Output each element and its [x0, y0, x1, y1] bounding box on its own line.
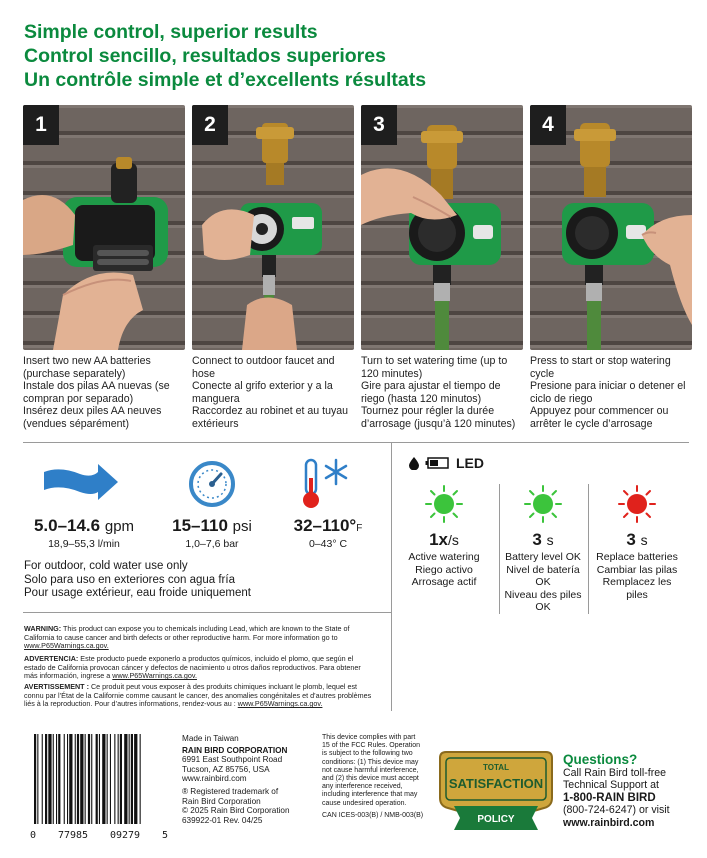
step-2-photo [192, 105, 354, 350]
barcode-bar [110, 734, 111, 824]
step-number: 1 [23, 105, 59, 145]
barcode-bar [99, 734, 100, 824]
barcode-bars [30, 734, 168, 824]
headings [24, 20, 426, 92]
barcode-bar [124, 734, 127, 824]
barcode-bar [102, 734, 105, 824]
outdoor-use-note: For outdoor, cold water use only Solo para uso en exteriores con agua fría Pour usage extérieur, eau froide uniquement [24, 560, 251, 599]
svg-text:TOTAL: TOTAL [483, 763, 509, 772]
step-3-text: Turn to set watering time (up to 120 minutes) Gire para ajustar el tiempo de riego (hasta 120 minutos) Tournez pour régler la durée d’arrosage (jusqu’à 120 minutes) [361, 355, 516, 430]
fcc-notice: This device complies with part 15 of the FCC Rules. Operation is subject to the following two conditions: (1) This device may not cause harmful interference, and (2) this device must accept any interference received, including interference that may cause undesired operation. CAN ICES-003(B) / NMB-003(B) [322, 734, 424, 819]
led-timing: 1x/s [429, 529, 459, 549]
heading-fr: Un contrôle simple et d’excellents résultats [24, 69, 427, 91]
led-timing: 3 s [532, 529, 554, 549]
barcode-bar [129, 734, 130, 824]
barcode-bar [77, 734, 79, 824]
barcode-bar [107, 734, 108, 824]
barcode-bar [48, 734, 51, 824]
red-led-icon [617, 484, 657, 524]
step-3-photo [361, 105, 523, 350]
temperature-snowflake-icon [298, 456, 352, 512]
green-led-icon [424, 484, 464, 524]
section-divider [23, 442, 689, 443]
upc-barcode [30, 734, 168, 841]
barcode-bar [67, 734, 68, 824]
pressure-spec: 15–110 psi 1,0–7,6 bar [172, 516, 252, 550]
barcode-bar [69, 734, 72, 824]
warning-es: ADVERTENCIA: Este producto puede exponerlo a productos químicos, incluido el plomo, que según el estado de California provocan cáncer y defectos de nacimiento u otros daños reproductivos. Para obtener más información, ingrese a www.P65Warnings.ca.gov. [24, 654, 361, 681]
led-timing: 3 s [626, 529, 648, 549]
step-4 [530, 105, 692, 431]
warning-fr: AVERTISSEMENT : Ce produit peut vous exposer à des produits chimiques incluant le plomb, lequel est connu par l’État de la Californie comme causant le cancer, des anomalies congénitales et d’autres problèmes liés à la reproduction. Pour d’autres informations, rendez-vous au : www.P65Warnings.ca.gov. [24, 682, 372, 709]
step-number: 2 [192, 105, 228, 145]
led-battery-ok: 3 s Battery level OK Nivel de batería OK Niveau des piles OK [500, 484, 586, 614]
barcode-bar [58, 734, 60, 824]
column-divider [391, 443, 392, 711]
barcode-bar [96, 734, 98, 824]
barcode-bar [91, 734, 92, 824]
barcode-bar [53, 734, 54, 824]
step-2-text: Connect to outdoor faucet and hose Conecte al grifo exterior y a la manguera Raccordez au robinet et au tuyau extérieurs [192, 355, 349, 430]
barcode-bar [80, 734, 83, 824]
barcode-bar [118, 734, 119, 824]
barcode-bar [42, 734, 43, 824]
barcode-bar [85, 734, 86, 824]
step-1-photo [23, 105, 185, 350]
barcode-bar [56, 734, 57, 824]
tech-support: Questions? Call Rain Bird toll-free Technical Support at 1-800-RAIN BIRD (800-724-6247) or visit www.rainbird.com [563, 752, 670, 829]
barcode-bar [45, 734, 47, 824]
step-number: 4 [530, 105, 566, 145]
led-active-watering: 1x/s Active watering Riego activo Arrosage actif [402, 484, 486, 589]
barcode-bar [88, 734, 90, 824]
barcode-digits: 0 77985 09279 5 [30, 830, 168, 841]
temperature-spec: 32–110°F 0–43° C [293, 516, 363, 550]
barcode-bar [75, 734, 76, 824]
step-3 [361, 105, 523, 431]
satisfaction-policy-badge [436, 748, 556, 834]
step-4-photo [530, 105, 692, 350]
step-4-text: Press to start or stop watering cycle Presione para iniciar o detener el ciclo de riego Appuyez pour commencer ou arrêter le cycle d’arrosage [530, 355, 686, 430]
battery-icon [425, 456, 451, 470]
barcode-bar [131, 734, 133, 824]
led-divider [588, 484, 589, 614]
led-legend-title: LED [408, 455, 484, 471]
water-drop-icon [408, 456, 420, 470]
step-1-text: Insert two new AA batteries (purchase separately) Instale dos pilas AA nuevas (se compran por separado) Insérez deux piles AA neuves (vendues séparément) [23, 355, 170, 430]
barcode-bar [114, 734, 115, 824]
barcode-bar [37, 734, 38, 824]
step-2 [192, 105, 354, 431]
pressure-gauge-icon [188, 460, 236, 508]
company-info: Made in Taiwan RAIN BIRD CORPORATION 6991 East Southpoint Road Tucson, AZ 85756, USA www.rainbird.com ® Registered trademark of Rain Bird Corporation © 2025 Rain Bird Corporation 639922-01 Rev. 04/25 [182, 734, 290, 825]
step-number: 3 [361, 105, 397, 145]
warning-en: WARNING: This product can expose you to chemicals including Lead, which are known to the State of California to cause cancer and birth defects or other reproductive harm. For more information go to www.P65Warnings.ca.gov. [24, 624, 350, 651]
svg-text:SATISFACTION: SATISFACTION [448, 776, 544, 791]
barcode-bar [64, 734, 65, 824]
heading-es: Control sencillo, resultados superiores [24, 45, 386, 67]
water-flow-icon [40, 462, 120, 504]
svg-text:POLICY: POLICY [477, 814, 515, 825]
heading-en: Simple control, superior results [24, 21, 318, 43]
barcode-bar [120, 734, 122, 824]
barcode-bar [140, 734, 141, 824]
barcode-bar [134, 734, 137, 824]
barcode-bar [34, 734, 36, 824]
led-replace-batteries: 3 s Replace batteries Cambiar las pilas Remplacez les piles [594, 484, 680, 601]
warnings-divider [23, 612, 391, 613]
flow-spec: 5.0–14.6 gpm 18,9–55,3 l/min [33, 516, 135, 550]
step-1 [23, 105, 185, 431]
green-led-icon [523, 484, 563, 524]
